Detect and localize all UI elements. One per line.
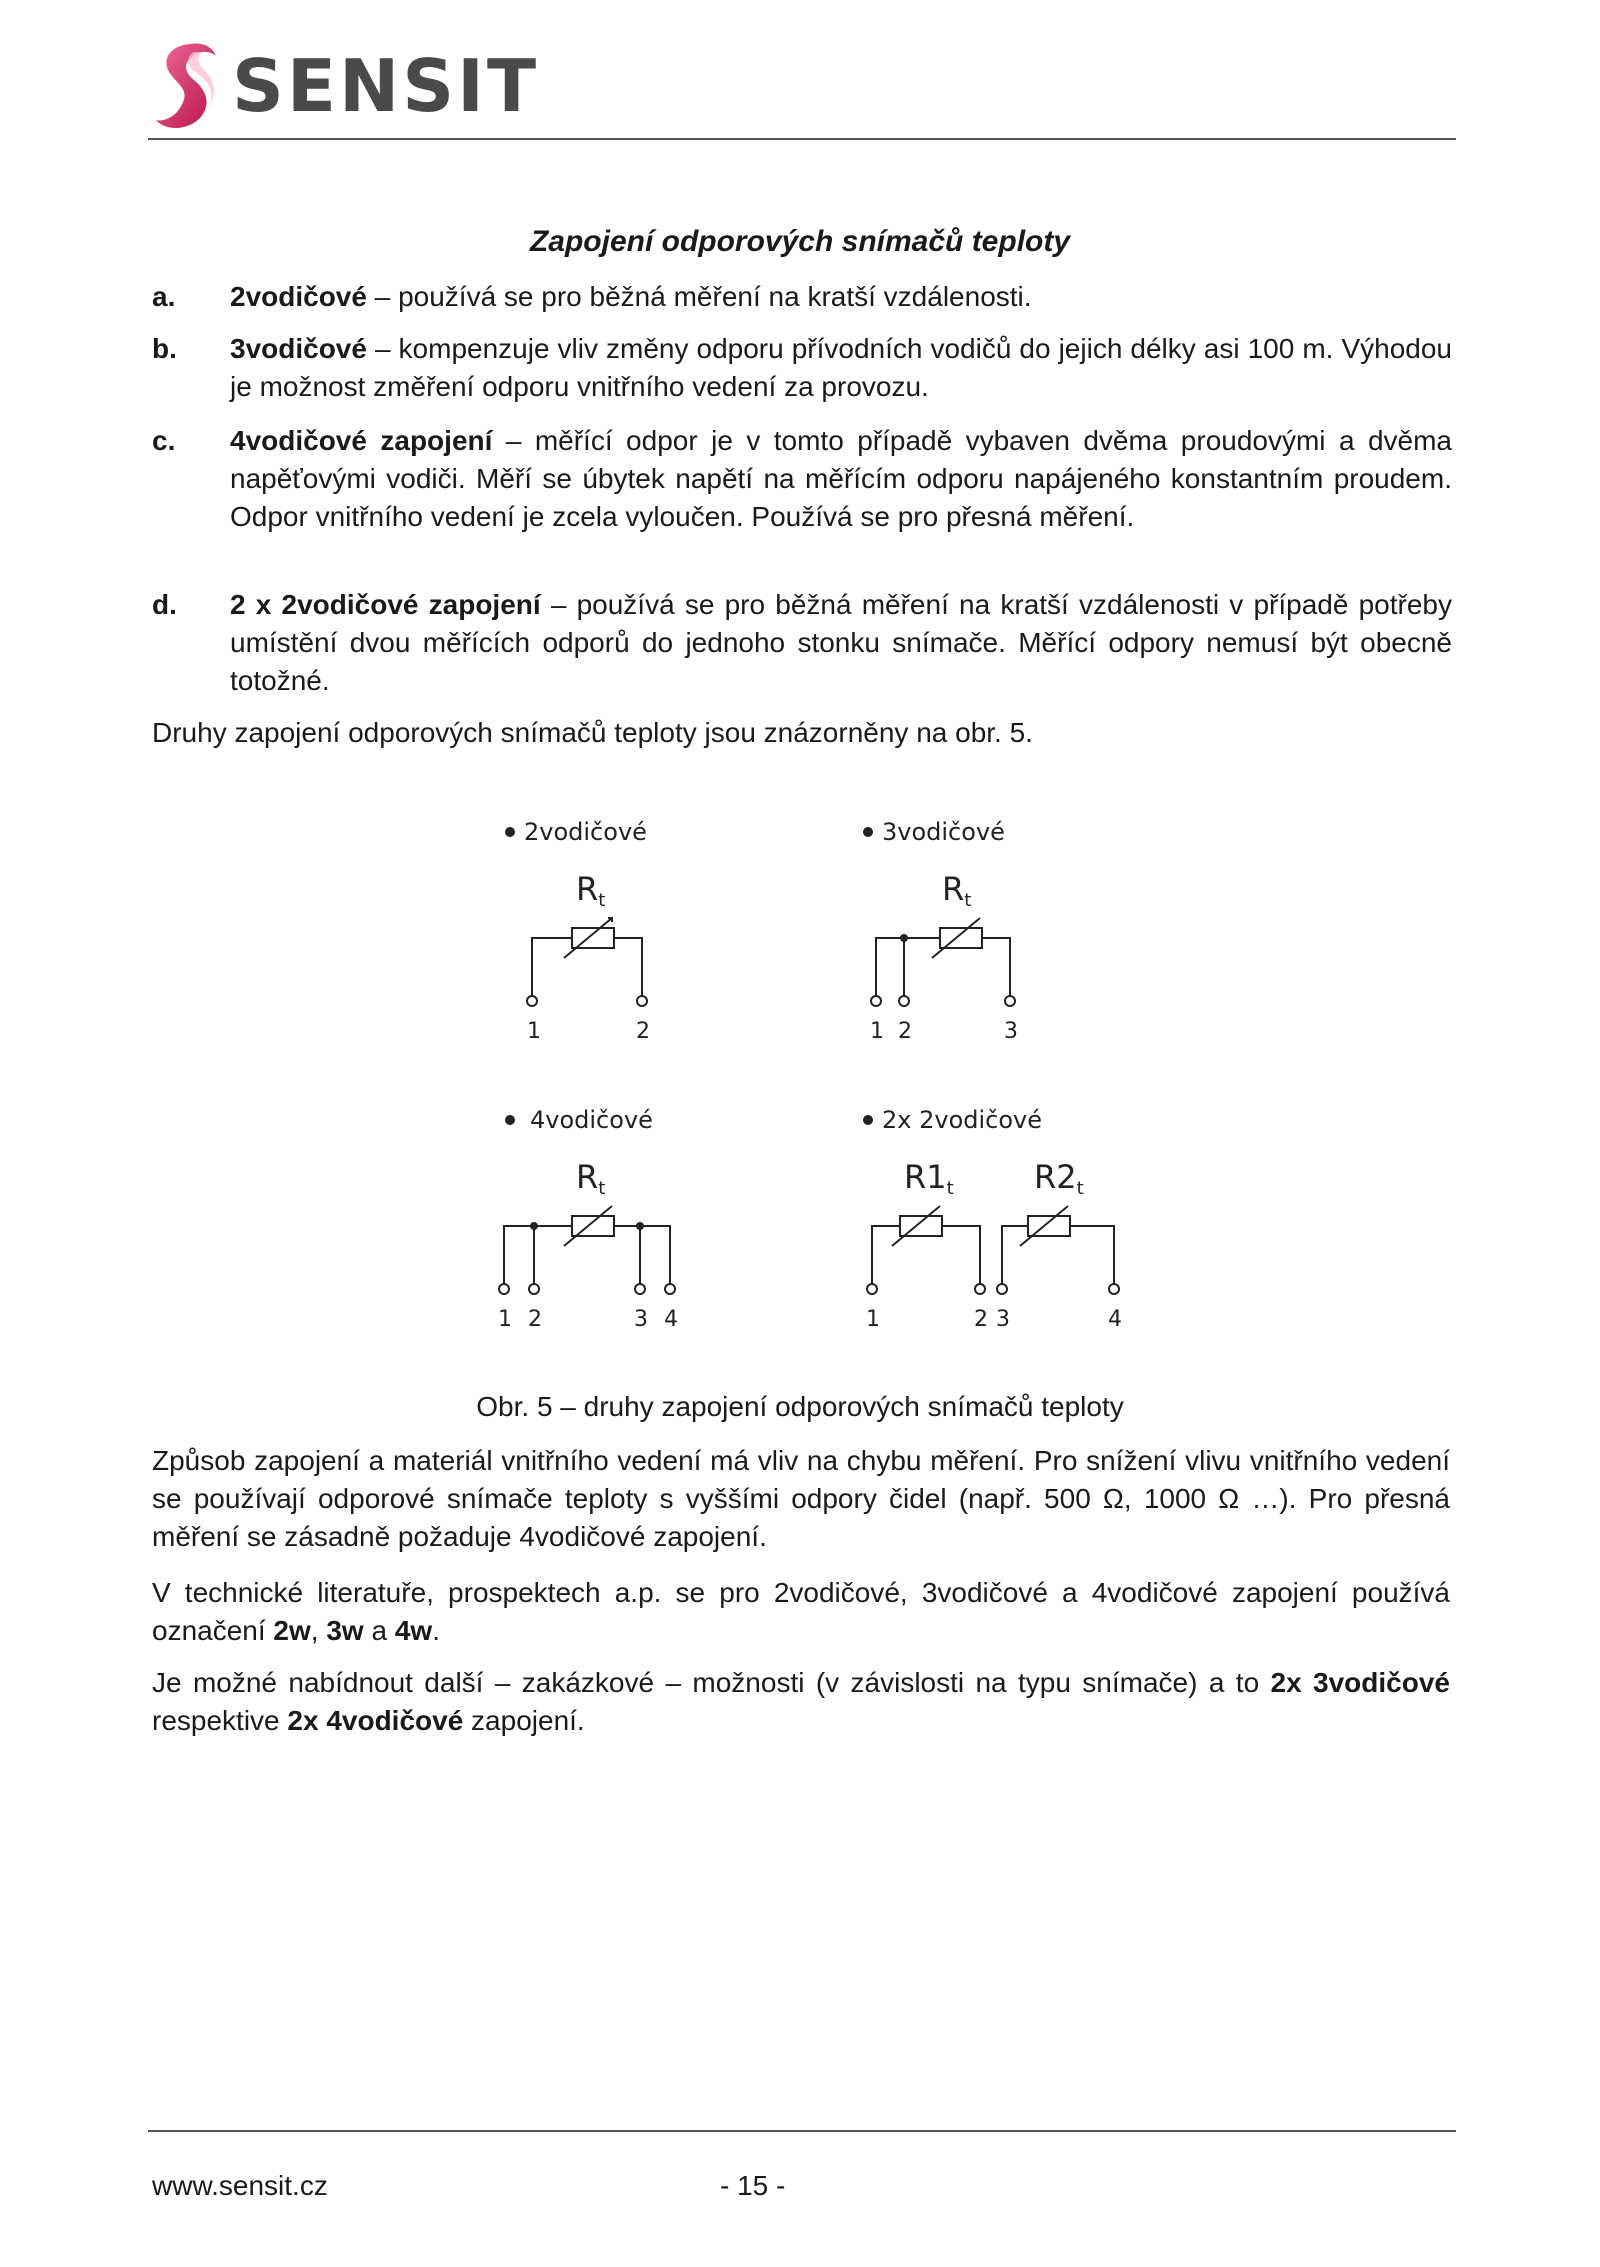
paragraph-text: V technické literatuře, prospektech a.p. se pro 2vodičové, 3vodičové a 4vodičové zapojení používá označení	[152, 1577, 1450, 1646]
paragraph	[152, 1664, 1450, 1740]
terminal	[1109, 1284, 1119, 1294]
paragraph	[152, 1574, 1450, 1650]
terminal-label: 3	[634, 1307, 648, 1332]
terminal	[527, 996, 537, 1006]
paragraph-text: Je možné nabídnout další – zakázkové – možnosti (v závislosti na typu snímače) a to	[152, 1667, 1271, 1698]
terminal-label: 4	[1108, 1307, 1122, 1332]
section-title: Zapojení odporových snímačů teploty	[529, 225, 1071, 258]
wiring-diagrams-figure	[490, 800, 1150, 1340]
terminal-label: 2	[898, 1019, 912, 1044]
logo	[150, 38, 540, 134]
bullet-icon	[863, 827, 873, 837]
item-term: 2vodičové	[230, 281, 367, 312]
terminal-label: 4	[664, 1307, 678, 1332]
figure-intro: Druhy zapojení odporových snímačů teploty jsou znázorněny na obr. 5.	[152, 717, 1033, 748]
terminal-label: 2	[974, 1307, 988, 1332]
terminal	[635, 1284, 645, 1294]
header-divider	[148, 138, 1456, 140]
terminal	[499, 1284, 509, 1294]
terminal	[975, 1284, 985, 1294]
item-term: 2 x 2vodičové zapojení	[230, 589, 541, 620]
item-text: – kompenzuje vliv změny odporu přívodních vodičů do jejich délky asi 100 m. Výhodou je možnost změření odporu vnitřního vedení za provozu.	[230, 333, 1452, 402]
list-marker: d.	[152, 589, 177, 620]
item-text: – měřící odpor je v tomto případě vybaven dvěma proudovými a dvěma napěťovými vodiči. Měří se úbytek napětí na měřícím odporu napájeného konstantním proudem. Odpor vnitřního vedení je zcela vyloučen. Používá se pro přesná měření.	[230, 425, 1452, 532]
diagram-3wire	[863, 818, 1018, 1044]
paragraph-text: .	[432, 1615, 440, 1646]
list-item	[152, 586, 1452, 700]
item-term: 4vodičové zapojení	[230, 425, 493, 456]
page-number: - 15 -	[720, 2170, 786, 2201]
list-item	[152, 422, 1452, 536]
diagram-label: 2vodičové	[524, 818, 647, 846]
list-item	[152, 278, 1452, 316]
paragraph-bold: 4w	[394, 1615, 433, 1646]
diagram-2x2wire	[863, 1106, 1122, 1332]
terminal	[1005, 996, 1015, 1006]
terminal	[997, 1284, 1007, 1294]
terminal-label: 1	[866, 1307, 880, 1332]
diagram-label: 4vodičové	[530, 1106, 653, 1134]
terminal	[637, 996, 647, 1006]
sensit-logo-icon	[150, 38, 230, 134]
item-text: – používá se pro běžná měření na kratší vzdálenosti.	[366, 281, 1032, 312]
resistor-label: R2t	[1034, 1158, 1084, 1199]
terminal-label: 2	[528, 1307, 542, 1332]
terminal	[899, 996, 909, 1006]
terminal-label: 1	[870, 1019, 884, 1044]
paragraph-bold: 3w	[326, 1615, 364, 1646]
terminal-label: 3	[996, 1307, 1010, 1332]
footer-divider	[148, 2130, 1456, 2132]
item-term: 3vodičové	[230, 333, 367, 364]
paragraph-bold: 2x 3vodičové	[1270, 1667, 1450, 1698]
terminal-label: 3	[1004, 1019, 1018, 1044]
figure-caption: Obr. 5 – druhy zapojení odporových snímačů teploty	[476, 1391, 1124, 1422]
paragraph-text: ,	[310, 1615, 327, 1646]
bullet-icon	[505, 827, 515, 837]
logo-text: SENSIT	[232, 44, 540, 128]
diagram-4wire	[498, 1106, 678, 1332]
item-text: – používá se pro běžná měření na kratší vzdálenosti v případě potřeby umístění dvou měřících odporů do jednoho stonku snímače. Měřící odpory nemusí být obecně totožné.	[230, 589, 1452, 696]
list-marker: b.	[152, 333, 177, 364]
resistor-label: R1t	[904, 1158, 954, 1199]
terminal	[871, 996, 881, 1006]
terminal-label: 2	[636, 1019, 650, 1044]
terminal-label: 1	[498, 1307, 512, 1332]
bullet-icon	[863, 1115, 873, 1125]
paragraph-text: respektive	[152, 1705, 288, 1736]
list-marker: c.	[152, 425, 176, 456]
list-item	[152, 330, 1452, 406]
paragraph-bold: 2w	[273, 1615, 311, 1646]
list-marker: a.	[152, 281, 176, 312]
resistor-label: Rt	[942, 870, 972, 911]
bullet-icon	[505, 1115, 515, 1125]
paragraph-text: zapojení.	[463, 1705, 585, 1736]
diagram-2wire	[505, 818, 650, 1044]
terminal	[529, 1284, 539, 1294]
terminal	[665, 1284, 675, 1294]
terminal-label: 1	[527, 1019, 541, 1044]
paragraph-bold: 2x 4vodičové	[287, 1705, 464, 1736]
resistor-label: Rt	[576, 1158, 606, 1199]
terminal	[867, 1284, 877, 1294]
diagram-label: 2x 2vodičové	[882, 1106, 1043, 1134]
resistor-label: Rt	[576, 870, 606, 911]
diagram-label: 3vodičové	[882, 818, 1005, 846]
paragraph-text: a	[363, 1615, 395, 1646]
paragraph: Způsob zapojení a materiál vnitřního vedení má vliv na chybu měření. Pro snížení vlivu vnitřního vedení se používají odporové snímače teploty s vyššími odpory čidel (např. 500 Ω, 1000 Ω …). Pro přesná měření se zásadně požaduje 4vodičové zapojení.	[152, 1445, 1450, 1552]
footer-url: www.sensit.cz	[152, 2170, 328, 2201]
